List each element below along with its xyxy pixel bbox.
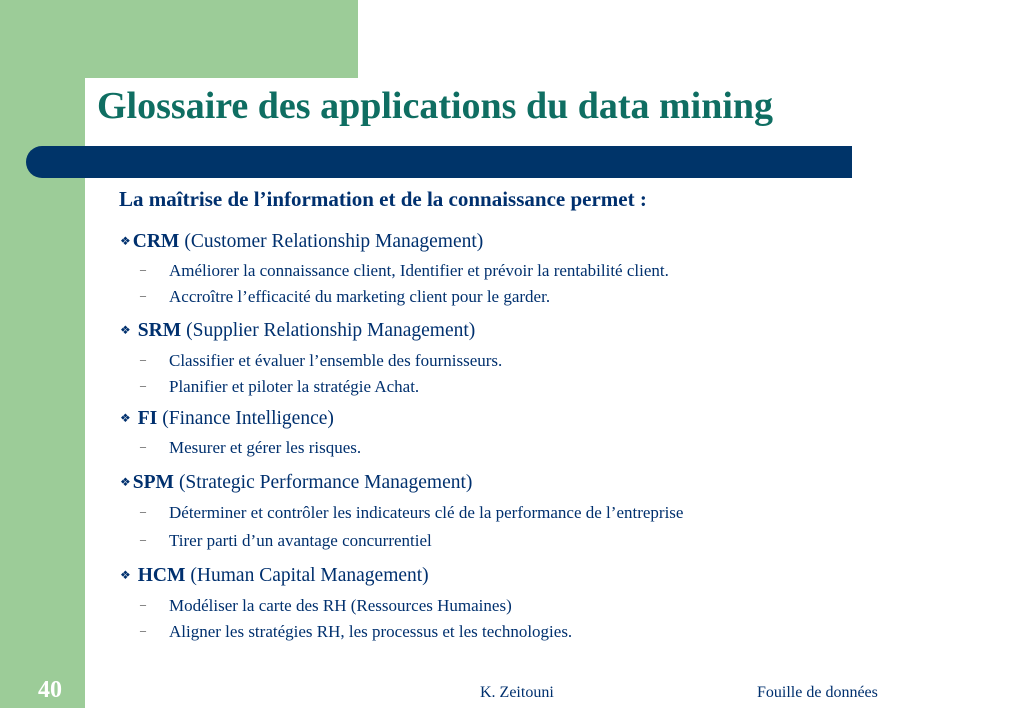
list-item-text: Modéliser la carte des RH (Ressources Humaines) [169, 596, 512, 615]
section-spm [120, 472, 472, 494]
section-desc: (Strategic Performance Management) [178, 472, 473, 493]
list-item-text: Améliorer la connaissance client, Identifier et prévoir la rentabilité client. [169, 261, 669, 280]
section-abbr: CRM [132, 231, 180, 252]
dash-bullet: – [140, 623, 146, 637]
section-abbr: FI [137, 408, 158, 429]
section-hcm [120, 565, 429, 587]
section-abbr: HCM [137, 565, 186, 586]
diamond-bullet-icon: ❖ [120, 411, 131, 425]
section-abbr: SRM [137, 320, 182, 341]
dash-bullet: – [140, 378, 146, 392]
list-item-text: Tirer parti d’un avantage concurrentiel [169, 531, 432, 550]
dash-bullet: – [140, 504, 146, 518]
dash-bullet: – [140, 532, 146, 546]
footer-course: Fouille de données [757, 684, 878, 701]
section-fi [120, 408, 334, 430]
dash-bullet: – [140, 597, 146, 611]
title-underline-bar [26, 146, 852, 178]
green-sidebar [0, 0, 85, 708]
section-desc: (Customer Relationship Management) [184, 231, 484, 252]
intro-text: La maîtrise de l’information et de la connaissance permet : [119, 187, 647, 211]
list-item-text: Mesurer et gérer les risques. [169, 438, 362, 457]
section-srm [120, 320, 475, 342]
section-desc: (Supplier Relationship Management) [186, 320, 476, 341]
list-item-text: Déterminer et contrôler les indicateurs clé de la performance de l’entreprise [169, 503, 684, 522]
list-item-text: Classifier et évaluer l’ensemble des fournisseurs. [169, 351, 503, 370]
dash-bullet: – [140, 439, 146, 453]
list-item-text: Accroître l’efficacité du marketing client pour le garder. [169, 287, 551, 306]
diamond-bullet-icon: ❖ [120, 475, 131, 489]
footer-author: K. Zeitouni [480, 684, 554, 701]
slide-title: Glossaire des applications du data mining [97, 85, 774, 127]
dash-bullet: – [140, 288, 146, 302]
section-crm [120, 231, 483, 253]
diamond-bullet-icon: ❖ [120, 568, 131, 582]
green-top-block [0, 0, 358, 78]
diamond-bullet-icon: ❖ [120, 234, 131, 248]
section-desc: (Human Capital Management) [190, 565, 429, 586]
list-item-text: Aligner les stratégies RH, les processus et les technologies. [169, 622, 573, 641]
section-desc: (Finance Intelligence) [162, 408, 334, 429]
page-number: 40 [38, 677, 62, 703]
diamond-bullet-icon: ❖ [120, 323, 131, 337]
section-abbr: SPM [132, 472, 174, 493]
list-item-text: Planifier et piloter la stratégie Achat. [169, 377, 420, 396]
dash-bullet: – [140, 352, 146, 366]
dash-bullet: – [140, 262, 146, 276]
